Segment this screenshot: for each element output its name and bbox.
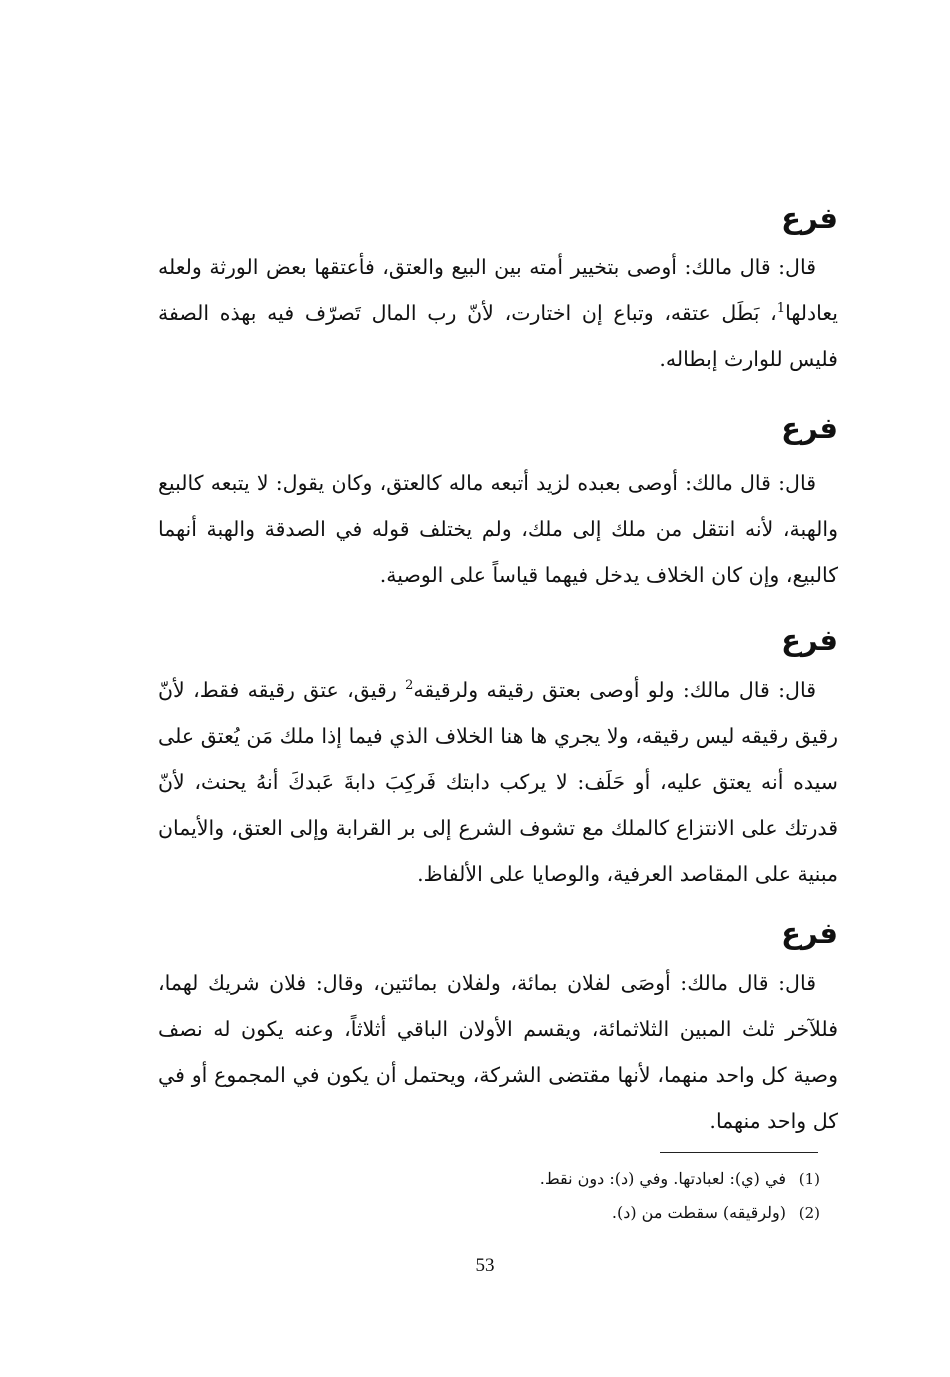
section-paragraph: قال: قال مالك: أوصى بعبده لزيد أتبعه ماله كالعتق، وكان يقول: لا يتبعه كالبيع والهبة، لأنه انتقل من ملك إلى ملك، ولم يختلف قوله في الصدقة والهبة أنهما كالبيع، وإن كان الخلاف يدخل فيهما قياساً على الوصية. (158, 471, 838, 587)
footnote (220, 1168, 820, 1190)
paragraph-text: ، بَطَل عتقه، وتباع إن اختارت، لأنّ رب المال تَصرّف فيه بهذه الصفة فليس للوارث إبطاله. (158, 301, 838, 371)
footnote-ref: 2 (405, 678, 414, 694)
section-heading: فرع (781, 623, 838, 657)
section-heading: فرع (781, 411, 838, 445)
footnote-text: في (ي): لعبادتها. وفي (د): دون نقط. (539, 1169, 786, 1188)
paragraph-text: قال: قال مالك: أوصى بتخيير أمته بين البيع والعتق، فأعتقها بعض الورثة ولعله يعادلها (158, 255, 838, 325)
section-paragraph (158, 244, 838, 382)
paragraph-text: قال: قال مالك: ولو أوصى بعتق رقيقه ولرقيقه (413, 678, 817, 702)
footnote-text: (ولرقيقه) سقطت من (د). (611, 1203, 786, 1222)
footnote-divider (660, 1152, 818, 1153)
section-heading: فرع (781, 916, 838, 950)
footnote-number: (1) (798, 1170, 820, 1188)
paragraph-text: رقيق، عتق رقيقه فقط، لأنّ رقيق رقيقه ليس رقيقه، ولا يجري ها هنا الخلاف الذي فيما إذا ملك مَن يُعتق على سيده أنه يعتق عليه، أو حَلَف: لا يركب دابتك فَركِبَ دابةَ عَبدكَ أنهُ يحنث، لأنّ قدرتك على الانتزاع كالملك مع تشوف الشرع إلى بر القرابة وإلى العتق، والأيمان مبنية على المقاصد العرفية، والوصايا على الألفاظ. (158, 678, 838, 886)
section-heading: فرع (781, 201, 838, 235)
section-paragraph (158, 667, 838, 897)
footnote-number: (2) (798, 1204, 820, 1222)
footnote (220, 1202, 820, 1224)
footnote-ref: 1 (776, 301, 786, 317)
page-number: 53 (475, 1255, 495, 1276)
section-paragraph: قال: قال مالك: أوصَى لفلان بمائة، ولفلان بمائتين، وقال: فلان شريك لهما، فللآخر ثلث المبين الثلاثمائة، ويقسم الأولان الباقي أثلاثاً، وعنه يكون له نصف وصية كل واحد منهما، لأنها مقتضى الشركة، ويحتمل أن يكون في المجموع أو في كل واحد منهما. (158, 971, 838, 1133)
